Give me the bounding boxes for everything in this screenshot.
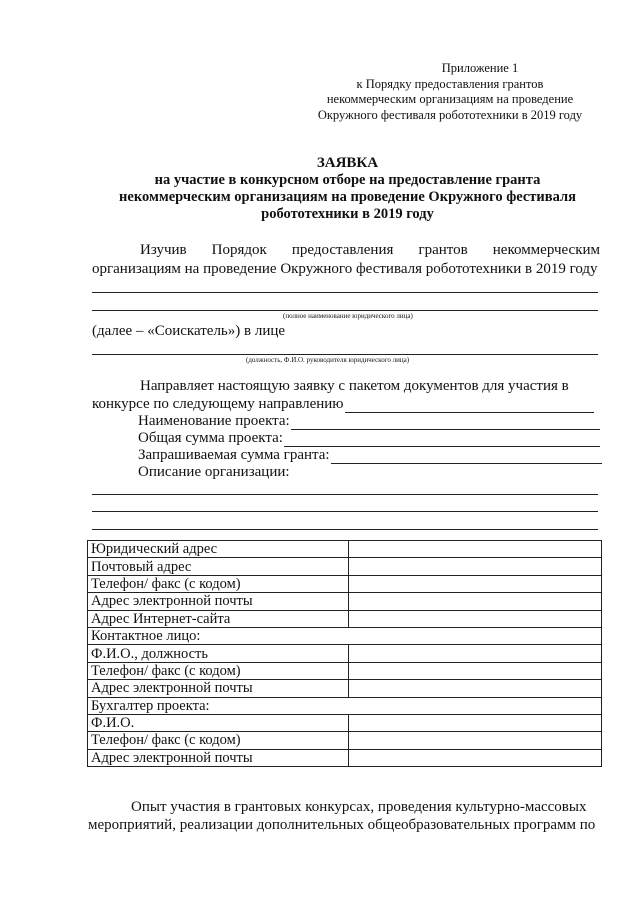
org-description-line-1[interactable] [92,494,598,495]
table-row [88,732,602,749]
intro-word: предоставления [291,242,394,258]
table-row-value[interactable] [349,714,602,731]
project-name-label: Наименование проекта: [138,413,290,429]
table-row [88,680,602,697]
table-row-label: Почтовый адрес [88,558,349,575]
table-row-label: Телефон/ факс (с кодом) [88,732,349,749]
table-row [88,714,602,731]
direction-input[interactable] [345,398,594,413]
appendix-line-3: некоммерческим организациям на проведение [326,92,574,106]
title-line-4: робототехники в 2019 году [261,206,434,222]
table-row [88,575,602,592]
table-row-value[interactable] [349,662,602,679]
applicant-text: (далее – «Соискатель») в лице [92,323,286,339]
title-line-3: некоммерческим организациям на проведение Окружного фестиваля [119,189,576,205]
table-row [88,558,602,575]
org-name-line-1[interactable] [92,292,598,293]
appendix-line-4: Окружного фестиваля робототехники в 2019 году [317,107,583,122]
table-row [88,541,602,558]
document-title [90,155,605,223]
org-name-caption: (полное наименование юридического лица) [283,312,413,320]
table-row-value[interactable] [349,645,602,662]
table-row-value[interactable] [349,732,602,749]
intro-word: грантов [418,242,468,258]
table-row-value[interactable] [349,680,602,697]
table-row [88,662,602,679]
intro-word: некоммерческим [492,242,600,258]
grant-sum-input[interactable] [331,449,602,464]
direction-line-1: Направляет настоящую заявку с пакетом документов для участия в [140,378,569,394]
head-of-org-line[interactable] [92,354,598,355]
table-row-label: Адрес Интернет-сайта [88,610,349,627]
table-row [88,697,602,714]
table-row-label: Телефон/ факс (с кодом) [88,575,349,592]
intro-line-1 [140,241,600,259]
appendix-line-1: Приложение 1 [441,61,519,75]
appendix-header [300,61,600,123]
table-row-value[interactable] [349,593,602,610]
table-row-value[interactable] [349,749,602,766]
table-section-label: Бухгалтер проекта: [88,697,602,714]
table-row [88,627,602,644]
table-row-value[interactable] [349,575,602,592]
org-description-label: Описание организации: [138,464,290,480]
intro-line-2: организациям на проведение Окружного фестиваля робототехники в 2019 году [92,261,598,277]
table-row-value[interactable] [349,541,602,558]
direction-field [92,395,594,413]
appendix-line-2: к Порядку предоставления грантов [356,76,544,91]
table-row-label: Адрес электронной почты [88,593,349,610]
org-description-line-2[interactable] [92,511,598,512]
grant-sum-field [138,446,602,464]
intro-word: Изучив [140,242,187,258]
table-row-label: Ф.И.О. [88,714,349,731]
table-row [88,749,602,766]
table-row-label: Телефон/ факс (с кодом) [88,662,349,679]
table-row [88,593,602,610]
direction-line-2: конкурсе по следующему направлению [92,396,344,412]
project-name-input[interactable] [291,415,600,430]
grant-sum-label: Запрашиваемая сумма гранта: [138,447,330,463]
org-name-line-2[interactable] [92,310,598,311]
experience-line-1: Опыт участия в грантовых конкурсах, проведения культурно-массовых [131,799,587,815]
intro-word: Порядок [211,242,267,258]
table-row-label: Ф.И.О., должность [88,645,349,662]
total-sum-input[interactable] [284,432,600,447]
experience-line-2: мероприятий, реализации дополнительных общеобразовательных программ по [88,817,596,833]
contacts-table [87,540,602,767]
org-description-line-3[interactable] [92,529,598,530]
project-name-field [138,412,600,430]
head-of-org-caption: (должность, Ф.И.О. руководителя юридического лица) [246,356,410,364]
table-row-label: Адрес электронной почты [88,680,349,697]
table-row-value[interactable] [349,610,602,627]
table-row [88,645,602,662]
title-line-2: на участие в конкурсном отборе на предоставление гранта [154,172,541,188]
table-row-label: Юридический адрес [88,541,349,558]
table-row-value[interactable] [349,558,602,575]
table-row-label: Адрес электронной почты [88,749,349,766]
table-row [88,610,602,627]
title-heading: ЗАЯВКА [316,155,379,171]
table-section-label: Контактное лицо: [88,627,602,644]
total-sum-label: Общая сумма проекта: [138,430,283,446]
total-sum-field [138,429,600,447]
